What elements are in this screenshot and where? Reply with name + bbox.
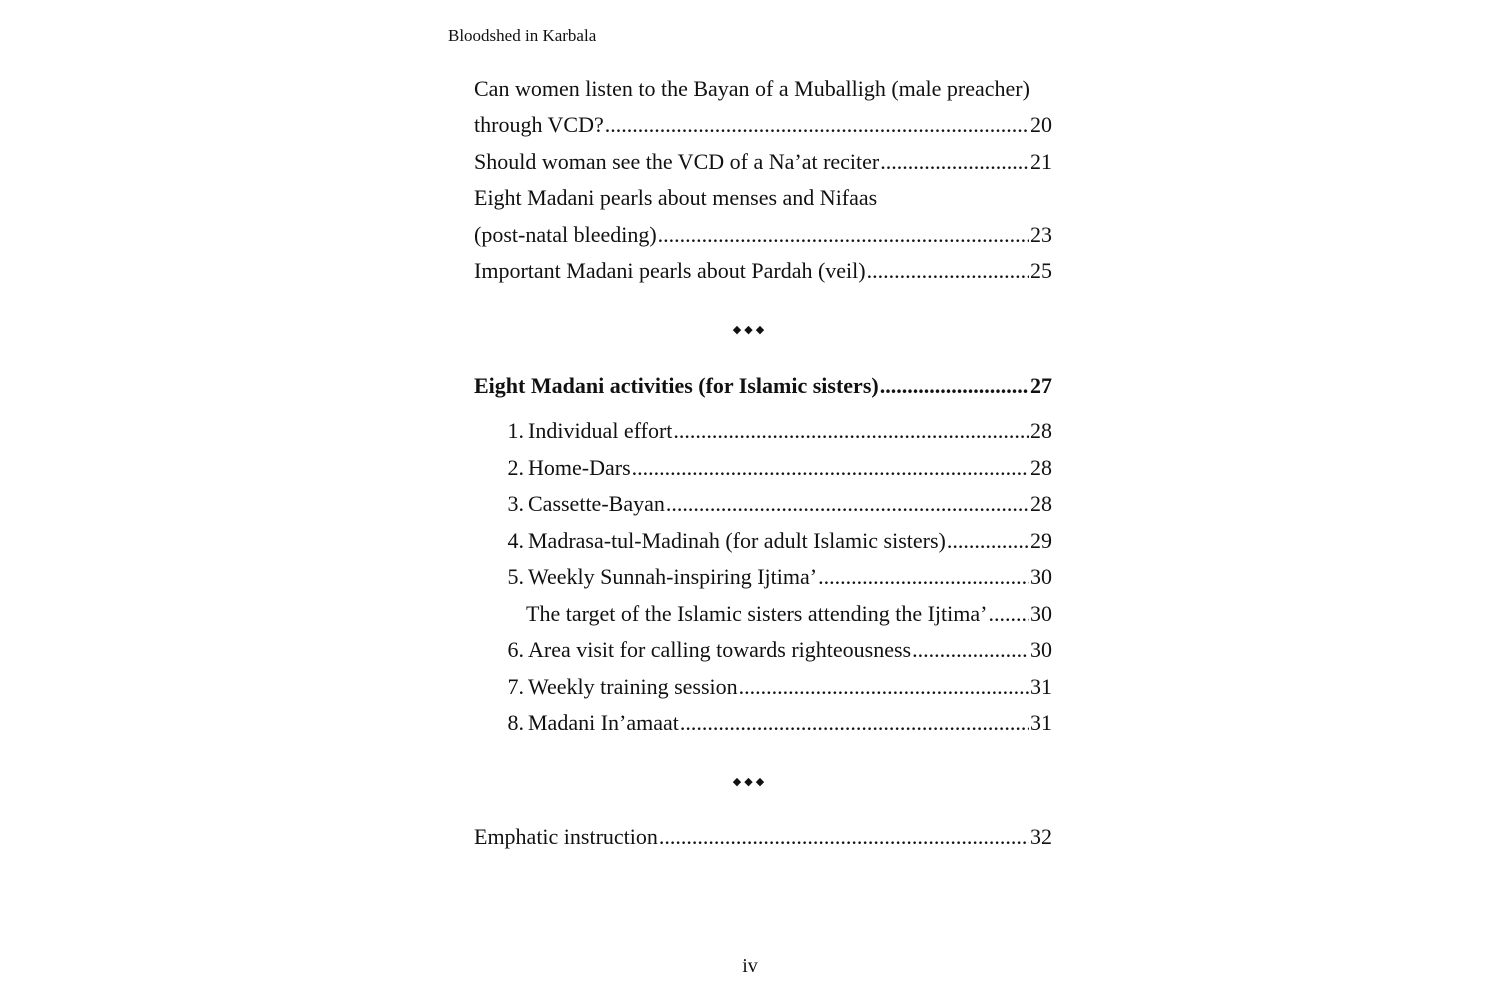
toc-item-title: The target of the Islamic sisters attending the Ijtima’ <box>526 601 988 626</box>
toc-item-number: 4. <box>507 528 524 553</box>
toc-page-number: 20 <box>1030 112 1052 137</box>
section-separator: ◆◆◆ <box>732 775 768 788</box>
toc-section-madani-activities[interactable] <box>474 371 1052 401</box>
toc-item-title: Cassette-Bayan <box>528 491 665 516</box>
toc-entry-menses-line1 <box>474 183 1052 213</box>
dot-leader <box>880 147 1029 177</box>
toc-entry-emphatic-instruction[interactable] <box>474 822 1052 852</box>
dot-leader <box>947 526 1029 556</box>
dot-leader <box>673 416 1029 446</box>
page-folio: iv <box>742 955 758 977</box>
toc-page-number: 29 <box>1030 528 1052 553</box>
toc-entry-title: through VCD? <box>474 112 604 137</box>
toc-page-number: 25 <box>1030 258 1052 283</box>
toc-item-number: 7. <box>507 674 524 699</box>
toc-entry-title: Can women listen to the Bayan of a Muballigh (male preacher) <box>474 76 1030 101</box>
toc-item-2[interactable] <box>502 453 1052 483</box>
dot-leader <box>867 256 1029 286</box>
dot-leader <box>605 110 1029 140</box>
toc-item-1[interactable] <box>502 416 1052 446</box>
toc-item-title: Madani In’amaat <box>528 710 679 735</box>
section-separator: ◆◆◆ <box>732 323 768 336</box>
toc-item-title: Weekly Sunnah-inspiring Ijtima’ <box>528 564 818 589</box>
toc-item-title: Area visit for calling towards righteousness <box>528 637 912 662</box>
toc-item-7[interactable] <box>502 672 1052 702</box>
toc-item-number: 8. <box>507 710 524 735</box>
toc-item-5[interactable] <box>502 562 1052 592</box>
toc-page-number: 30 <box>1030 637 1052 662</box>
toc-entry-title: Should woman see the VCD of a Na’at reciter <box>474 149 880 174</box>
toc-page-number: 28 <box>1030 418 1052 443</box>
toc-item-title: Weekly training session <box>528 674 738 699</box>
toc-entry-title: Eight Madani pearls about menses and Nifaas <box>474 185 878 210</box>
toc-item-title: Madrasa-tul-Madinah (for adult Islamic sisters) <box>528 528 946 553</box>
toc-entry-pardah[interactable] <box>474 256 1052 286</box>
toc-item-title: Individual effort <box>528 418 673 443</box>
dot-leader <box>666 489 1029 519</box>
dot-leader <box>880 371 1029 401</box>
toc-item-number: 1. <box>507 418 524 443</box>
toc-item-title: Home-Dars <box>528 455 631 480</box>
toc-page-number: 30 <box>1030 601 1052 626</box>
toc-page-number: 21 <box>1030 149 1052 174</box>
toc-entry-women-bayan-line1 <box>474 74 1052 104</box>
dot-leader <box>739 672 1029 702</box>
toc-item-3[interactable] <box>502 489 1052 519</box>
toc-page-number: 31 <box>1030 674 1052 699</box>
toc-item-number: 3. <box>507 491 524 516</box>
dot-leader <box>912 635 1029 665</box>
toc-item-number: 6. <box>507 637 524 662</box>
dot-leader <box>658 220 1029 250</box>
toc-entry-title: Emphatic instruction <box>474 824 658 849</box>
toc-page-number: 30 <box>1030 564 1052 589</box>
dot-leader <box>680 708 1029 738</box>
toc-page-number: 28 <box>1030 455 1052 480</box>
dot-leader <box>988 599 1029 629</box>
toc-subitem-ijtima-target[interactable] <box>526 599 1052 629</box>
toc-item-number: 2. <box>507 455 524 480</box>
toc-page-number: 32 <box>1030 824 1052 849</box>
toc-item-number: 5. <box>507 564 524 589</box>
dot-leader <box>818 562 1029 592</box>
toc-item-8[interactable] <box>502 708 1052 738</box>
running-head-title: Bloodshed in Karbala <box>448 26 597 45</box>
toc-item-4[interactable] <box>502 526 1052 556</box>
dot-leader <box>659 822 1029 852</box>
toc-page-number: 31 <box>1030 710 1052 735</box>
toc-page-number: 27 <box>1030 373 1052 398</box>
toc-entry-women-bayan[interactable] <box>474 110 1052 140</box>
toc-page-number: 23 <box>1030 222 1052 247</box>
toc-entry-menses[interactable] <box>474 220 1052 250</box>
toc-entry-title: Important Madani pearls about Pardah (veil) <box>474 258 866 283</box>
toc-section-title: Eight Madani activities (for Islamic sisters) <box>474 373 879 398</box>
toc-entry-naat-vcd[interactable] <box>474 147 1052 177</box>
toc-entry-title: (post-natal bleeding) <box>474 222 657 247</box>
dot-leader <box>632 453 1029 483</box>
toc-page-number: 28 <box>1030 491 1052 516</box>
toc-item-6[interactable] <box>502 635 1052 665</box>
